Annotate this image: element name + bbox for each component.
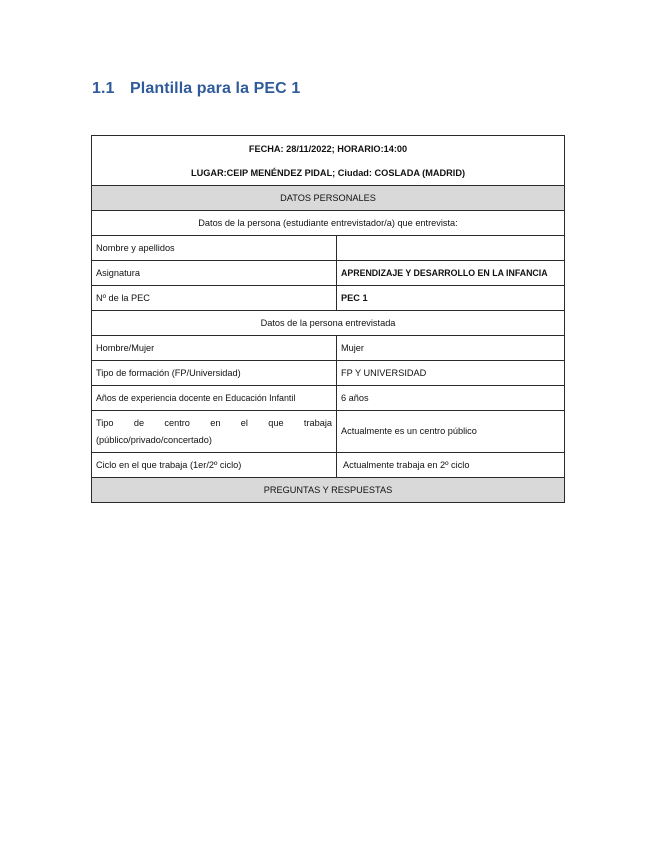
entrevistador-section-title: Datos de la persona (estudiante entrevistador/a) que entrevista:: [92, 211, 565, 236]
preguntas-heading: PREGUNTAS Y RESPUESTAS: [92, 478, 565, 503]
row-value-asignatura: APRENDIZAJE Y DESARROLLO EN LA INFANCIA: [337, 261, 565, 286]
table-row: [92, 411, 565, 453]
header-cell: [92, 136, 565, 186]
fecha-line: FECHA: 28/11/2022; HORARIO:14:00: [248, 143, 408, 154]
row-value-nombre: [337, 236, 565, 261]
section-title: Plantilla para la PEC 1: [130, 80, 301, 97]
row-label-experiencia: Años de experiencia docente en Educación Infantil: [92, 386, 337, 411]
section-heading: [92, 80, 300, 98]
entrevistada-section-title: Datos de la persona entrevistada: [92, 311, 565, 336]
tipo-centro-line2: (público/privado/concertado): [96, 434, 212, 445]
datos-personales-heading: DATOS PERSONALES: [92, 186, 565, 211]
row-value-ciclo: Actualmente trabaja en 2º ciclo: [337, 453, 565, 478]
lugar-line: LUGAR:CEIP MENÉNDEZ PIDAL; Ciudad: COSLADA (MADRID): [190, 167, 466, 178]
row-label-ciclo: Ciclo en el que trabaja (1er/2º ciclo): [92, 453, 337, 478]
table-row: [92, 261, 565, 286]
row-value-sexo: Mujer: [337, 336, 565, 361]
row-value-pec: PEC 1: [337, 286, 565, 311]
table-row: [92, 286, 565, 311]
row-label-formacion: Tipo de formación (FP/Universidad): [92, 361, 337, 386]
row-label-asignatura: Asignatura: [92, 261, 337, 286]
table-row: [92, 336, 565, 361]
table-row: [92, 236, 565, 261]
row-value-formacion: FP Y UNIVERSIDAD: [337, 361, 565, 386]
tipo-centro-line1: Tipo de centro en el que trabaja: [96, 417, 332, 428]
section-number: 1.1: [92, 80, 115, 97]
table-row: [92, 361, 565, 386]
row-label-pec: Nº de la PEC: [92, 286, 337, 311]
table-row: [92, 386, 565, 411]
header-row: [92, 136, 565, 186]
row-value-tipo-centro: Actualmente es un centro público: [337, 411, 565, 453]
table-row: [92, 453, 565, 478]
pec-template-table: [91, 135, 565, 503]
row-label-sexo: Hombre/Mujer: [92, 336, 337, 361]
row-value-experiencia: 6 años: [337, 386, 565, 411]
row-label-nombre: Nombre y apellidos: [92, 236, 337, 261]
row-label-tipo-centro: [92, 411, 337, 453]
